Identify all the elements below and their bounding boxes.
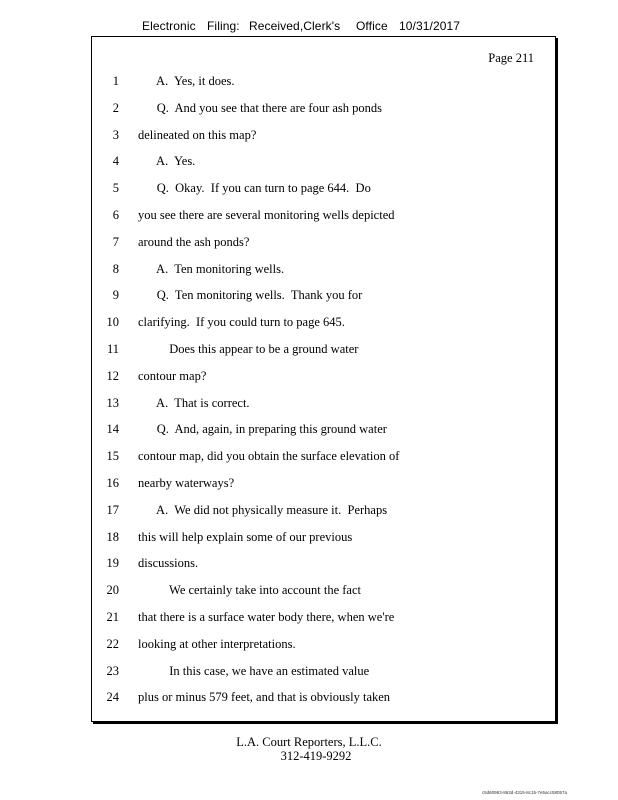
transcript-line (92, 530, 555, 550)
line-text: A. Yes. (138, 154, 196, 169)
line-text: you see there are several monitoring wells depicted (138, 208, 395, 222)
transcript-line (92, 315, 555, 335)
transcript-line (92, 396, 555, 416)
line-text: delineated on this map? (138, 127, 257, 142)
line-number: 21 (106, 610, 119, 624)
line-text: nearby waterways? (138, 476, 235, 490)
transcript-line (92, 369, 555, 389)
line-number: 20 (106, 583, 119, 598)
line-number: 14 (106, 422, 119, 437)
transcript-line (92, 664, 555, 684)
footer (0, 735, 618, 763)
line-number: 5 (112, 181, 119, 196)
line-text: contour map, did you obtain the surface elevation of (138, 449, 400, 464)
line-text: this will help explain some of our previous (138, 529, 353, 544)
line-number: 19 (106, 556, 119, 571)
line-text: looking at other interpretations. (138, 636, 296, 651)
transcript-line (92, 128, 555, 148)
header-filing: Filing: (207, 19, 240, 33)
transcript-line (92, 476, 555, 496)
line-number: 1 (112, 74, 119, 88)
line-text: clarifying. If you could turn to page 645. (138, 315, 345, 330)
transcript-line (92, 342, 555, 362)
line-number: 6 (112, 208, 119, 222)
line-number: 10 (106, 315, 119, 330)
line-text: plus or minus 579 feet, and that is obviously taken (138, 690, 391, 705)
line-text: Q. And you see that there are four ash ponds (138, 100, 383, 115)
line-number: 8 (112, 261, 119, 276)
transcript-line (92, 556, 555, 576)
line-number: 16 (106, 476, 119, 490)
line-number: 24 (106, 690, 119, 705)
line-number: 12 (106, 368, 119, 383)
transcript-line (92, 288, 555, 308)
line-number: 7 (112, 234, 119, 249)
header-electronic: Electronic (142, 19, 196, 33)
line-text: discussions. (138, 556, 199, 571)
line-text: Q. Okay. If you can turn to page 644. Do (138, 181, 371, 196)
transcript-line (92, 235, 555, 255)
line-number: 13 (106, 395, 119, 410)
line-text: contour map? (138, 368, 207, 383)
line-text: We certainly take into account the fact (138, 583, 361, 598)
header-received: Received,Clerk's (249, 19, 341, 33)
transcript-page (91, 36, 556, 722)
line-text: A. That is correct. (138, 395, 250, 410)
header-date: 10/31/2017 (399, 19, 461, 33)
line-number: 22 (106, 636, 119, 651)
line-number: 3 (112, 127, 119, 142)
line-number: 9 (112, 288, 119, 303)
transcript-line (92, 422, 555, 442)
transcript-line (92, 101, 555, 121)
transcript-line (92, 74, 555, 94)
line-number: 11 (106, 342, 119, 356)
court-reporter-phone: 312-419-9292 (280, 749, 352, 763)
line-text: around the ash ponds? (138, 234, 250, 249)
transcript-line (92, 583, 555, 603)
line-text: Does this appear to be a ground water (138, 342, 359, 356)
line-number: 18 (106, 529, 119, 544)
line-text: that there is a surface water body there, when we're (138, 610, 395, 624)
line-number: 2 (112, 100, 119, 115)
court-reporter-name: L.A. Court Reporters, L.L.C. (236, 735, 382, 749)
header-office: Office (356, 19, 388, 33)
line-text: Q. Ten monitoring wells. Thank you for (138, 288, 363, 303)
line-number: 17 (106, 502, 119, 517)
transcript-line (92, 154, 555, 174)
transcript-line (92, 449, 555, 469)
line-text: A. Yes, it does. (138, 74, 235, 88)
transcript-line (92, 690, 555, 710)
line-text: A. We did not physically measure it. Perhaps (138, 502, 388, 517)
transcript-line (92, 208, 555, 228)
line-text: Q. And, again, in preparing this ground water (138, 422, 387, 437)
page-number: Page 211 (488, 51, 534, 65)
transcript-line (92, 262, 555, 282)
transcript-line (92, 610, 555, 630)
line-text: A. Ten monitoring wells. (138, 261, 285, 276)
transcript-line (92, 181, 555, 201)
transcript-line (92, 503, 555, 523)
line-text: In this case, we have an estimated value (138, 663, 370, 678)
transcript-line (92, 637, 555, 657)
line-number: 4 (112, 154, 119, 169)
line-number: 15 (106, 449, 119, 464)
document-hash: c5d60983-863d-4315-8c15-7e5acc58057a (481, 790, 567, 795)
line-number: 23 (106, 663, 119, 678)
